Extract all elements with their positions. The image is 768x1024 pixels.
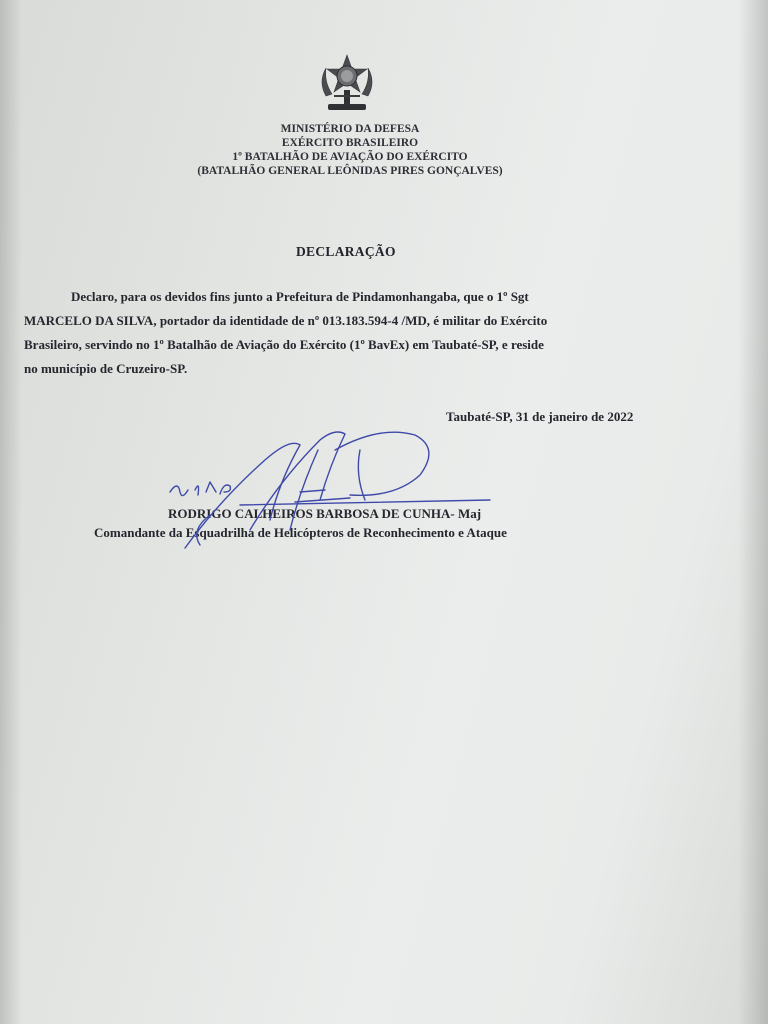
body-line-3-text: Brasileiro, servindo no 1º Batalhão de Aviação do Exército (1º BavEx) em Taubaté-SP, e reside: [24, 337, 544, 352]
declaration-body: [24, 285, 681, 381]
page-shadow-right: [738, 0, 768, 1024]
body-line-1: [24, 285, 681, 309]
document-title: DECLARAÇÃO: [296, 244, 396, 259]
signer-role: Comandante da Esquadrilha de Helicópteros de Reconhecimento e Ataque: [94, 525, 507, 540]
handwritten-signature: [150, 420, 500, 560]
body-line-3: [24, 333, 681, 357]
body-line-1-text: Declaro, para os devidos fins junto a Prefeitura de Pindamonhangaba, que o 1º Sgt: [71, 289, 529, 304]
header-line-ministry: MINISTÉRIO DA DEFESA: [280, 123, 420, 135]
signer-name: RODRIGO CALHEIROS BARBOSA DE CUNHA- Maj: [168, 506, 482, 521]
body-line-4-text: no município de Cruzeiro-SP.: [24, 361, 188, 376]
body-line-4: [24, 357, 681, 381]
header-line-army: EXÉRCITO BRASILEIRO: [281, 137, 419, 149]
header-line-battalion-name: (BATALHÃO GENERAL LEÔNIDAS PIRES GONÇALVES): [197, 165, 503, 177]
institution-header: [150, 122, 550, 178]
coat-of-arms-icon: [314, 52, 380, 120]
page-shadow-left: [0, 0, 22, 1024]
body-line-2-text: MARCELO DA SILVA, portador da identidade de nº 013.183.594-4 /MD, é militar do Exército: [24, 313, 548, 328]
place-date: Taubaté-SP, 31 de janeiro de 2022: [446, 409, 634, 424]
body-line-2: [24, 309, 681, 333]
header-line-battalion: 1º BATALHÃO DE AVIAÇÃO DO EXÉRCITO: [232, 151, 468, 163]
